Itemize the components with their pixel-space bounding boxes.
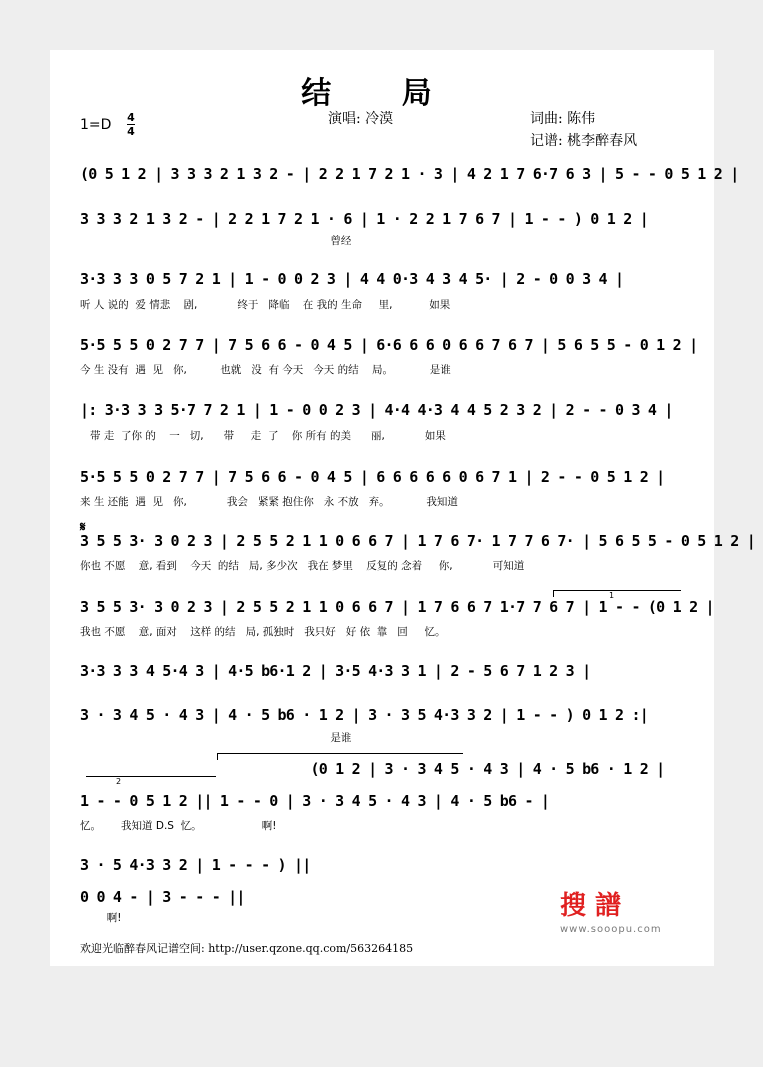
notation-row: 3 5 5 3· 3 0 2 3 | 2 5 5 2 1 1 0 6 6 7 | 1 7 6 7· 1 7 7 6 7· | 5 6 5 5 - 0 5 1 2 | xyxy=(80,532,755,550)
notation-row: 5·5 5 5 0 2 7 7 | 7 5 6 6 - 0 4 5 | 6·6 6 6 0 6 6 7 6 7 | 5 6 5 5 - 0 1 2 | xyxy=(80,336,698,354)
time-denominator: 4 xyxy=(127,125,135,138)
notation-row: 1 - - 0 5 1 2 || 1 - - 0 | 3 · 3 4 5 · 4 3 | 4 · 5 b6 - | xyxy=(80,792,550,810)
logo-brand: 搜 譜 xyxy=(560,891,622,921)
notator-credit: 记谱: 桃李醉春风 xyxy=(530,133,638,149)
notation-row: 3 · 5 4·3 3 2 | 1 - - - ) || xyxy=(80,856,311,874)
lyrics-row: 是谁 xyxy=(80,732,352,744)
volta-2: 2 xyxy=(86,776,216,786)
lyrics-row: 带 走 了你 的 一 切, 带 走 了 你 所有 的美 丽, 如果 xyxy=(80,430,446,442)
song-title: 结 局 xyxy=(301,76,462,111)
lyrics-row: 今 生 没有 遇 见 你, 也就 没 有 今天 今天 的结 局。 是谁 xyxy=(80,364,451,376)
volta-bracket xyxy=(217,753,463,760)
notation-row: (0 5 1 2 | 3 3 3 2 1 3 2 - | 2 2 1 7 2 1 · 3 | 4 2 1 7 6·7 6 3 | 5 - - 0 5 1 2 | xyxy=(80,165,739,183)
lyrics-row: 曾经 xyxy=(80,235,352,247)
lyrics-row: 忆。 我知道 D.S 忆。 啊! xyxy=(80,820,277,832)
composer-credit: 词曲: 陈伟 xyxy=(530,111,596,127)
notation-row: 3 3 3 2 1 3 2 - | 2 2 1 7 2 1 · 6 | 1 · 2 2 1 7 6 7 | 1 - - ) 0 1 2 | xyxy=(80,210,648,228)
sooopu-logo xyxy=(560,885,662,935)
notation-row: 0 0 4 - | 3 - - - || xyxy=(80,888,245,906)
logo-url: www.sooopu.com xyxy=(560,924,662,935)
notation-row: 5·5 5 5 0 2 7 7 | 7 5 6 6 - 0 4 5 | 6 6 6 6 6 0 6 7 1 | 2 - - 0 5 1 2 | xyxy=(80,468,665,486)
segno-sign: 𝄋 xyxy=(80,520,86,535)
notation-row: 3 · 3 4 5 · 4 3 | 4 · 5 b6 · 1 2 | 3 · 3 5 4·3 3 2 | 1 - - ) 0 1 2 :| xyxy=(80,706,648,724)
lyrics-row: 我也 不愿 意, 面对 这样 的结 局, 孤独时 我只好 好 依 靠 回 忆。 xyxy=(80,626,446,638)
lyrics-row: 啊! xyxy=(80,912,122,924)
lyrics-row: 你也 不愿 意, 看到 今天 的结 局, 多少次 我在 梦里 反复的 念着 你, 可知道 xyxy=(80,560,525,572)
time-signature xyxy=(127,112,135,137)
singer-credit: 演唱: 冷漠 xyxy=(328,111,394,127)
time-numerator: 4 xyxy=(127,111,135,124)
footer-link-text: 欢迎光临醉春风记谱空间: http://user.qzone.qq.com/563264185 xyxy=(80,942,414,955)
notation-row: |: 3·3 3 3 5·7 7 2 1 | 1 - 0 0 2 3 | 4·4 4·3 4 4 5 2 3 2 | 2 - - 0 3 4 | xyxy=(80,401,673,419)
key-signature: 1=D xyxy=(80,117,112,133)
volta-1: 1 xyxy=(553,590,681,597)
notation-row: (0 1 2 | 3 · 3 4 5 · 4 3 | 4 · 5 b6 · 1 2 | xyxy=(80,760,665,778)
notation-row: 3·3 3 3 4 5·4 3 | 4·5 b6·1 2 | 3·5 4·3 3 1 | 2 - 5 6 7 1 2 3 | xyxy=(80,662,591,680)
lyrics-row: 听 人 说的 爱 情悲 剧, 终于 降临 在 我的 生命 里, 如果 xyxy=(80,299,451,311)
lyrics-row: 来 生 还能 遇 见 你, 我会 紧紧 抱住你 永 不放 弃。 我知道 xyxy=(80,496,458,508)
notation-row: 3·3 3 3 0 5 7 2 1 | 1 - 0 0 2 3 | 4 4 0·3 4 3 4 5· | 2 - 0 0 3 4 | xyxy=(80,270,624,288)
notation-row: 3 5 5 3· 3 0 2 3 | 2 5 5 2 1 1 0 6 6 7 | 1 7 6 6 7 1·7 7 6 7 | 1 - - (0 1 2 | xyxy=(80,598,714,616)
